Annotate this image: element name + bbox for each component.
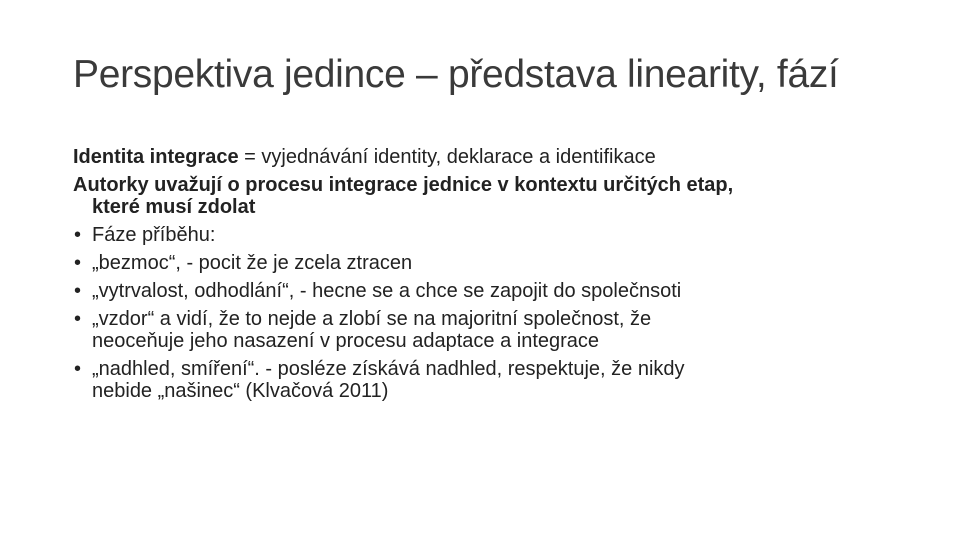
term-label: Identita integrace xyxy=(73,146,239,168)
list-item xyxy=(73,357,902,404)
list-item xyxy=(73,223,902,248)
list-item xyxy=(73,251,902,276)
list-item-text: „bezmoc“, - pocit že je zcela ztracen xyxy=(92,252,413,274)
list-item-text-line-2: neoceňuje jeho nasazení v procesu adaptace a integrace xyxy=(92,330,600,352)
definition-text: = vyjednávání identity, deklarace a identifikace xyxy=(238,146,656,168)
definition-paragraph xyxy=(73,145,903,170)
list-item-text-line-2: nebide „našinec“ (Klvačová 2011) xyxy=(92,380,389,402)
context-line-2: které musí zdolat xyxy=(92,196,256,218)
bullet-icon: • xyxy=(74,252,82,274)
bullet-icon: • xyxy=(74,224,82,246)
context-paragraph xyxy=(73,173,903,220)
list-item xyxy=(73,279,902,304)
bullet-icon: • xyxy=(74,308,82,330)
slide-content xyxy=(73,145,903,404)
context-line-1: Autorky uvažují o procesu integrace jednice v kontextu určitých etap, xyxy=(73,174,734,196)
list-item-text-line-1: „vzdor“ a vidí, že to nejde a zlobí se na majoritní společnost, že xyxy=(92,308,652,330)
bullet-icon: • xyxy=(74,280,82,302)
list-item-text: Fáze příběhu: xyxy=(92,224,216,246)
list-item-text-line-1: „nadhled, smíření“. - posléze získává nadhled, respektuje, že nikdy xyxy=(92,358,685,380)
slide-title: Perspektiva jedince – představa linearity, fází xyxy=(73,53,839,96)
bullet-icon: • xyxy=(74,358,82,380)
list-item xyxy=(73,307,902,354)
list-item-text: „vytrvalost, odhodlání“, - hecne se a chce se zapojit do společnsoti xyxy=(92,280,682,302)
